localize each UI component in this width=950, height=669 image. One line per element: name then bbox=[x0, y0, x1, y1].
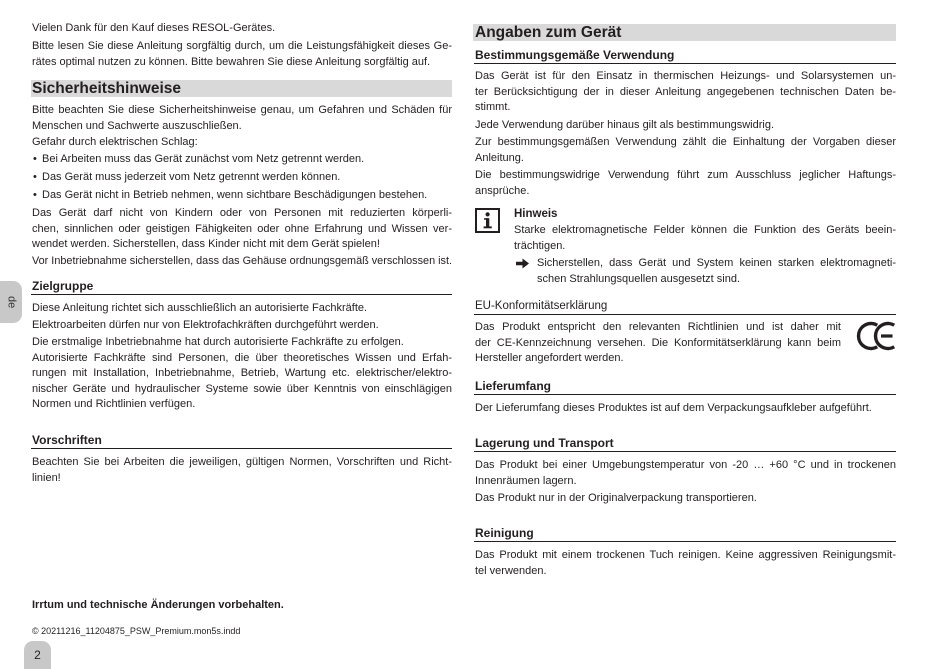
text-line: Das Gerät darf nicht von Kindern oder von Personen mit reduzierten körperli- bbox=[32, 207, 452, 219]
bullet-marker bbox=[33, 170, 37, 186]
purpose-paragraph bbox=[475, 69, 896, 116]
target-group-line-2 bbox=[32, 318, 452, 334]
subheading-target-group: Zielgruppe bbox=[31, 278, 452, 295]
text-line: ansprüche. bbox=[475, 184, 530, 197]
text-line: Das Produkt entspricht den relevanten Richtlinien und ist daher mit bbox=[475, 321, 841, 333]
section-heading-safety: Sicherheitshinweise bbox=[31, 80, 452, 97]
language-tab bbox=[0, 281, 22, 323]
bullet-text: Das Gerät nicht in Betrieb nehmen, wenn sichtbare Beschädigungen bestehen. bbox=[42, 189, 428, 201]
text-line: Das Gerät ist für den Einsatz in thermischen Heizungs- und Solarsystemen un- bbox=[475, 70, 896, 82]
text-line: Menschen und Sachwerte auszuschließen. bbox=[32, 119, 242, 132]
text-line: Die erstmalige Inbetriebnahme hat durch autorisierte Fachkräfte zu erfolgen. bbox=[32, 336, 404, 348]
text-line: Jede Verwendung darüber hinaus gilt als bestimmungswidrig. bbox=[475, 119, 775, 131]
text-line: linien! bbox=[32, 471, 61, 484]
text-line: Innenräumen lagern. bbox=[475, 474, 577, 487]
bullet-text: Bei Arbeiten muss das Gerät zunächst vom Netz getrennt werden. bbox=[42, 153, 365, 165]
safety-notice-paragraph bbox=[32, 103, 452, 134]
page-number-tab bbox=[24, 641, 51, 669]
text-line: Beachten Sie bei Arbeiten die jeweiligen, gültigen Normen, Vorschriften und Richt- bbox=[32, 456, 452, 468]
text-line: Gefahr durch elektrischen Schlag: bbox=[32, 136, 198, 148]
intro-read-paragraph bbox=[32, 39, 452, 70]
file-reference: © 20211216_11204875_PSW_Premium.mon5s.indd bbox=[32, 626, 241, 636]
text-line: chen, sinnlichen oder geistigen Fähigkeiten oder ohne Erfahrung und Wissen ver- bbox=[32, 222, 452, 235]
text-line: Anleitung. bbox=[475, 151, 524, 164]
storage-temperature-paragraph bbox=[475, 458, 896, 489]
target-group-line-1 bbox=[32, 301, 452, 317]
text-line: Vielen Dank für den Kauf dieses RESOL-Gerätes. bbox=[32, 22, 276, 34]
children-paragraph bbox=[32, 206, 452, 253]
compliance-paragraph bbox=[475, 135, 896, 166]
text-line: Vor Inbetriebnahme sicherstellen, dass das Gehäuse ordnungsgemäß verschlossen ist. bbox=[32, 255, 452, 267]
text-line: Das Produkt mit einem trockenen Tuch reinigen. Keine aggressiven Reinigungsmit- bbox=[475, 549, 896, 561]
liability-paragraph bbox=[475, 168, 896, 199]
subheading-scope-of-delivery: Lieferumfang bbox=[474, 378, 896, 395]
subheading-intended-use: Bestimmungsgemäße Verwendung bbox=[474, 47, 896, 64]
subheading-eu-conformity: EU-Konformitätserklärung bbox=[474, 298, 896, 315]
text-line: Hersteller angefordert werden. bbox=[475, 352, 624, 364]
text-line: rungen mit Installation, Inbetriebnahme, Betrieb, Wartung etc. elektrischer/elektro- bbox=[32, 367, 452, 379]
bullet-item bbox=[32, 188, 452, 204]
subheading-storage-transport: Lagerung und Transport bbox=[474, 435, 896, 452]
cleaning-paragraph bbox=[475, 548, 896, 579]
text-line: der CE-Kennzeichnung versehen. Die Konformitätserklärung kann beim bbox=[475, 336, 841, 349]
text-line: rätes optimal nutzen zu können. Bitte bewahren Sie diese Anleitung sorgfältig auf. bbox=[32, 55, 431, 68]
text-line: Bitte beachten Sie diese Sicherheitshinweise genau, um Gefahren und Schäden für bbox=[32, 104, 452, 116]
shock-label-paragraph bbox=[32, 135, 452, 151]
text-line: Autorisierte Fachkräfte sind Personen, die über theoretisches Wissen und Erfah- bbox=[32, 351, 452, 364]
text-line: Starke elektromagnetische Felder können die Funktion des Geräts beein- bbox=[514, 224, 896, 236]
transport-packaging-paragraph bbox=[475, 491, 896, 507]
note-text bbox=[514, 223, 896, 254]
text-line: Bitte lesen Sie diese Anleitung sorgfältig durch, um die Leistungsfähigkeit dieses Ge- bbox=[32, 40, 452, 52]
qualified-personnel-paragraph bbox=[32, 335, 452, 413]
text-line: Die bestimmungswidrige Verwendung führt zum Ausschluss jeglicher Haftungs- bbox=[475, 169, 896, 181]
text-line: Das Produkt nur in der Originalverpackung transportieren. bbox=[475, 492, 757, 504]
bullet-item bbox=[32, 170, 452, 186]
subheading-cleaning: Reinigung bbox=[474, 525, 896, 542]
eu-conformity-paragraph bbox=[475, 320, 841, 367]
text-line: wendet werden. Sicherstellen, dass Kinder nicht mit dem Gerät spielen! bbox=[32, 238, 380, 250]
text-line: trächtigen. bbox=[514, 239, 566, 252]
text-line: Diese Anleitung richtet sich ausschließlich an autorisierte Fachkräfte. bbox=[32, 302, 368, 314]
text-line: nischer Geräte und hydraulischer Systeme sowie über Kenntnis von einschlägigen bbox=[32, 382, 452, 395]
info-icon bbox=[475, 208, 500, 233]
misuse-paragraph bbox=[475, 118, 896, 134]
subheading-regulations: Vorschriften bbox=[31, 432, 452, 449]
text-line: Das Produkt bei einer Umgebungstemperatur von -20 … +60 °C und in trockenen bbox=[475, 459, 896, 471]
text-line: Sicherstellen, dass Gerät und System keinen starken elektromagneti- bbox=[537, 257, 896, 269]
text-line: tel verwenden. bbox=[475, 564, 547, 577]
bullet-item bbox=[32, 152, 452, 168]
note-title: Hinweis bbox=[514, 208, 558, 220]
disclaimer: Irrtum und technische Änderungen vorbehalten. bbox=[32, 599, 284, 611]
bullet-text: Das Gerät muss jederzeit vom Netz getrennt werden können. bbox=[42, 171, 341, 183]
scope-of-delivery-paragraph bbox=[475, 401, 896, 417]
arrow-right-icon bbox=[516, 258, 529, 269]
regulations-paragraph bbox=[32, 455, 452, 486]
bullet-marker bbox=[33, 188, 37, 204]
language-tab-label: de bbox=[5, 295, 18, 309]
note-action bbox=[537, 256, 896, 287]
intro-thanks-paragraph bbox=[32, 21, 452, 37]
text-line: Normen und Richtlinien verfügen. bbox=[32, 398, 196, 410]
text-line: Zur bestimmungsgemäßen Verwendung zählt die Einhaltung der Vorgaben dieser bbox=[475, 136, 896, 148]
housing-paragraph bbox=[32, 254, 452, 270]
page-number: 2 bbox=[34, 648, 41, 662]
ce-mark-icon bbox=[856, 321, 896, 351]
text-line: ter Berücksichtigung der in dieser Anleitung angegebenen technischen Daten be- bbox=[475, 85, 896, 98]
text-line: schen Strahlungsquellen ausgesetzt sind. bbox=[537, 272, 741, 285]
text-line: stimmt. bbox=[475, 101, 511, 113]
text-line: Der Lieferumfang dieses Produktes ist auf dem Verpackungsaufkleber aufgeführt. bbox=[475, 402, 872, 414]
bullet-marker bbox=[33, 152, 37, 168]
text-line: Elektroarbeiten dürfen nur von Elektrofachkräften durchgeführt werden. bbox=[32, 319, 379, 331]
section-heading-device-info: Angaben zum Gerät bbox=[473, 24, 896, 41]
